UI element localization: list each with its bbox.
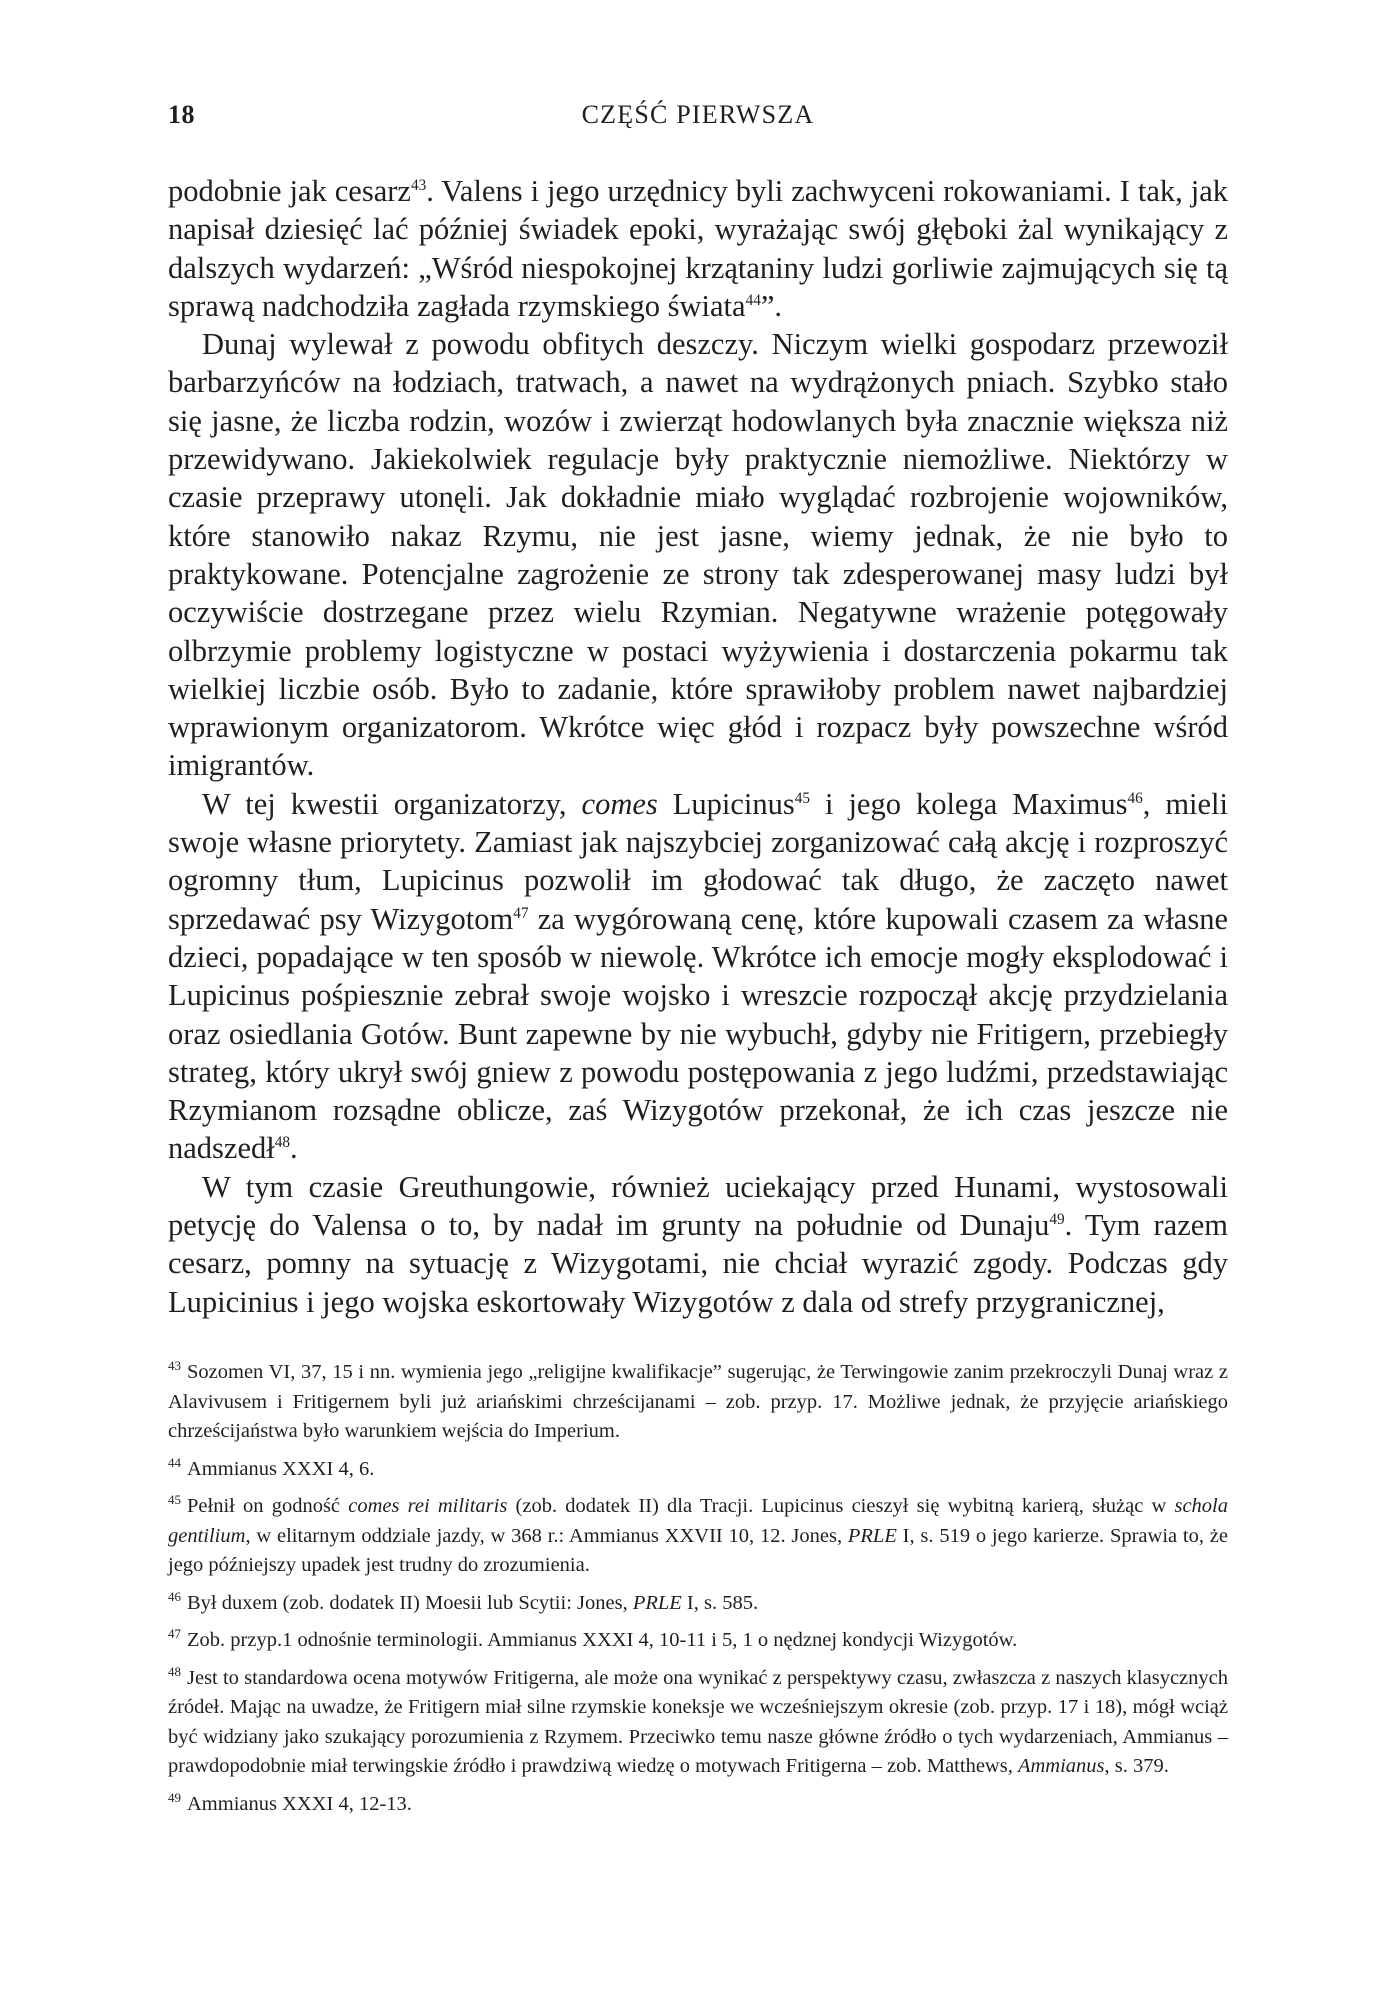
text-run: . Tym razem cesarz, pomny na sytuację z Wizygotami, nie chciał wyrazić zgody. Podczas gdy Lupicinius i jego wojska eskortowały Wizygotów z dala od strefy przygranicznej, [168,1208,1228,1319]
footnote-number: 43 [168,1358,181,1374]
footnote-text: Był duxem (zob. dodatek II) Moesii lub Scytii: Jones, [187,1591,633,1614]
footnote-44 [168,1455,1228,1485]
paragraph-2: Dunaj wylewał z powodu obfitych deszczy. Niczym wielki gospodarz przewoził barbarzyńców na łodziach, tratwach, a nawet na wydrążonych pniach. Szybko stało się jasne, że liczba rodzin, wozów i zwierząt hodowlanych była znacznie większa niż przewidywano. Jakiekolwiek regulacje były praktycznie niemożliwe. Niektórzy w czasie przeprawy utonęli. Jak dokładnie miało wyglądać rozbrojenie wojowników, które stanowiło nakaz Rzymu, nie jest jasne, wiemy jednak, że nie było to praktykowane. Potencjalne zagrożenie ze strony tak zdesperowanej masy ludzi był oczywiście dostrzegane przez wielu Rzymian. Negatywne wrażenie potęgowały olbrzymie problemy logistyczne w postaci wyżywienia i dostarczenia pokarmu tak wielkiej liczbie osób. Było to zadanie, które sprawiłoby problem nawet najbardziej wprawionym organizatorom. Wkrótce więc głód i rozpacz były powszechne wśród imigrantów. [168,327,1228,783]
footnote-text: Pełnił on godność [187,1495,349,1517]
footnotes-section [168,1358,1228,1827]
footnote-ref-45: 45 [794,789,810,807]
footnote-number: 44 [168,1454,181,1470]
footnote-text: Zob. przyp.1 odnośnie terminologii. Ammianus XXXI 4, 10-11 i 5, 1 o nędznej kondycji Wizygotów. [187,1629,1018,1651]
footnote-text: Sozomen VI, 37, 15 i nn. wymienia jego „religijne kwalifikacje” sugerując, że Terwingowie zanim przekroczyli Dunaj wraz z Alavivusem i Fritigernem byli już ariańskimi chrześcijanami – zob. przyp. 17. Możliwe jednak, że przyjęcie ariańskiego chrześcijaństwa było warunkiem wejścia do Imperium. [168,1361,1228,1442]
paragraph-4 [168,1168,1228,1321]
text-run: . Valens i jego urzędnicy byli zachwyceni rokowaniami. I tak, jak napisał dziesięć lać później świadek epoki, wyrażając swój głęboki żal wynikający z dalszych wydarzeń: „Wśród niespokojnej krzątaniny ludzi gorliwie zajmujących się tą sprawą nadchodziła zagłada rzymskiego świata [168,174,1229,323]
footnote-text: Ammianus XXXI 4, 12-13. [187,1792,412,1815]
italic-term: PRLE [632,1591,682,1614]
footnote-text: Jest to standardowa ocena motywów Fritigerna, ale może ona wynikać z perspektywy czasu, zwłaszcza z naszych klasycznych źródeł. Mając na uwadze, że Fritigern miał silne rzymskie koneksje we wcześniejszym okresie (zob. przyp. 17 i 18), mógł wciąż być widziany jako szukający porozumienia z Rzymem. Przeciwko temu nasze główne źródło o tych wydarzeniach, Ammianus – prawdopodobnie miał terwingskie źródło i prawdziwą wiedzę o motywach Fritigerna – zob. Matthews, [168,1666,1228,1777]
footnote-45 [168,1492,1228,1581]
footnote-number: 47 [168,1626,181,1642]
footnote-number: 45 [168,1492,181,1508]
text-run: i jego kolega Maximus [810,786,1128,821]
footnote-text: , s. 379. [1104,1755,1169,1777]
footnote-ref-44: 44 [745,291,761,309]
footnote-text: I, s. 585. [681,1591,759,1614]
italic-term: schola gentilium [168,1495,1228,1547]
main-text [168,172,1228,1321]
italic-term: PRLE [847,1524,897,1547]
footnote-number: 48 [168,1663,181,1679]
footnote-48 [168,1664,1228,1782]
text-run: . [289,1131,298,1166]
footnote-46 [168,1589,1228,1619]
text-run: za wygórowaną cenę, które kupowali czasem za własne dzieci, popadające w ten sposób w niewolę. Wkrótce ich emocje mogły eksplodować i Lupicinus pośpiesznie zebrał swoje wojsko i wreszcie rozpoczął akcję przydzielania oraz osiedlania Gotów. Bunt zapewne by nie wybuchł, gdyby nie Fritigern, przebiegły strateg, który ukrył swój gniew z powodu postępowania z jego ludźmi, przedstawiając Rzymianom rozsądne oblicze, zaś Wizygotów przekonał, że ich czas jeszcze nie nadszedł [168,901,1228,1166]
text-run: ”. [760,288,782,323]
footnote-ref-46: 46 [1127,789,1143,807]
footnote-ref-43: 43 [410,176,427,194]
italic-term: Ammianus [1017,1755,1105,1777]
text-run: Lupicinus [657,786,795,821]
footnote-text: (zob. dodatek II) dla Tracji. Lupicinus cieszył się wybitną karierą, służąc w [507,1495,1175,1517]
page-number: 18 [168,100,195,129]
footnote-49 [168,1790,1228,1820]
footnote-text: I, s. 519 o jego karierze. Sprawia to, że jego późniejszy upadek jest trudny do zrozumienia. [168,1524,1228,1576]
page-header [168,100,1228,140]
footnote-ref-48: 48 [274,1134,290,1152]
italic-term: comes rei militaris [348,1495,508,1517]
text-run: W tym czasie Greuthungowie, również uciekający przed Hunami, wystosowali petycję do Valensa o to, by nadał im grunty na południe od Dunaju [168,1169,1228,1243]
running-head: CZĘŚĆ PIERWSZA [581,100,815,129]
footnote-number: 49 [168,1789,181,1805]
paragraph-3 [168,785,1228,1168]
footnote-number: 46 [168,1588,181,1604]
text-run: podobnie jak cesarz [168,174,411,208]
footnote-text: Ammianus XXXI 4, 6. [187,1457,375,1480]
footnote-text: , w elitarnym oddziale jazdy, w 368 r.: Ammianus XXVII 10, 12. Jones, [245,1524,848,1547]
text-run: W tej kwestii organizatorzy, [202,786,582,821]
paragraph-1 [168,172,1228,325]
footnote-ref-47: 47 [513,904,529,922]
footnote-ref-49: 49 [1049,1210,1065,1228]
footnote-43 [168,1358,1228,1447]
italic-term: comes [581,786,658,821]
footnote-47 [168,1626,1228,1656]
text-run: , mieli swoje własne priorytety. Zamiast jak najszybciej zorganizować całą akcję i rozproszyć ogromny tłum, Lupicinus pozwolił im głodować tak długo, że zaczęto nawet sprzedawać psy Wizygotom [168,786,1228,936]
